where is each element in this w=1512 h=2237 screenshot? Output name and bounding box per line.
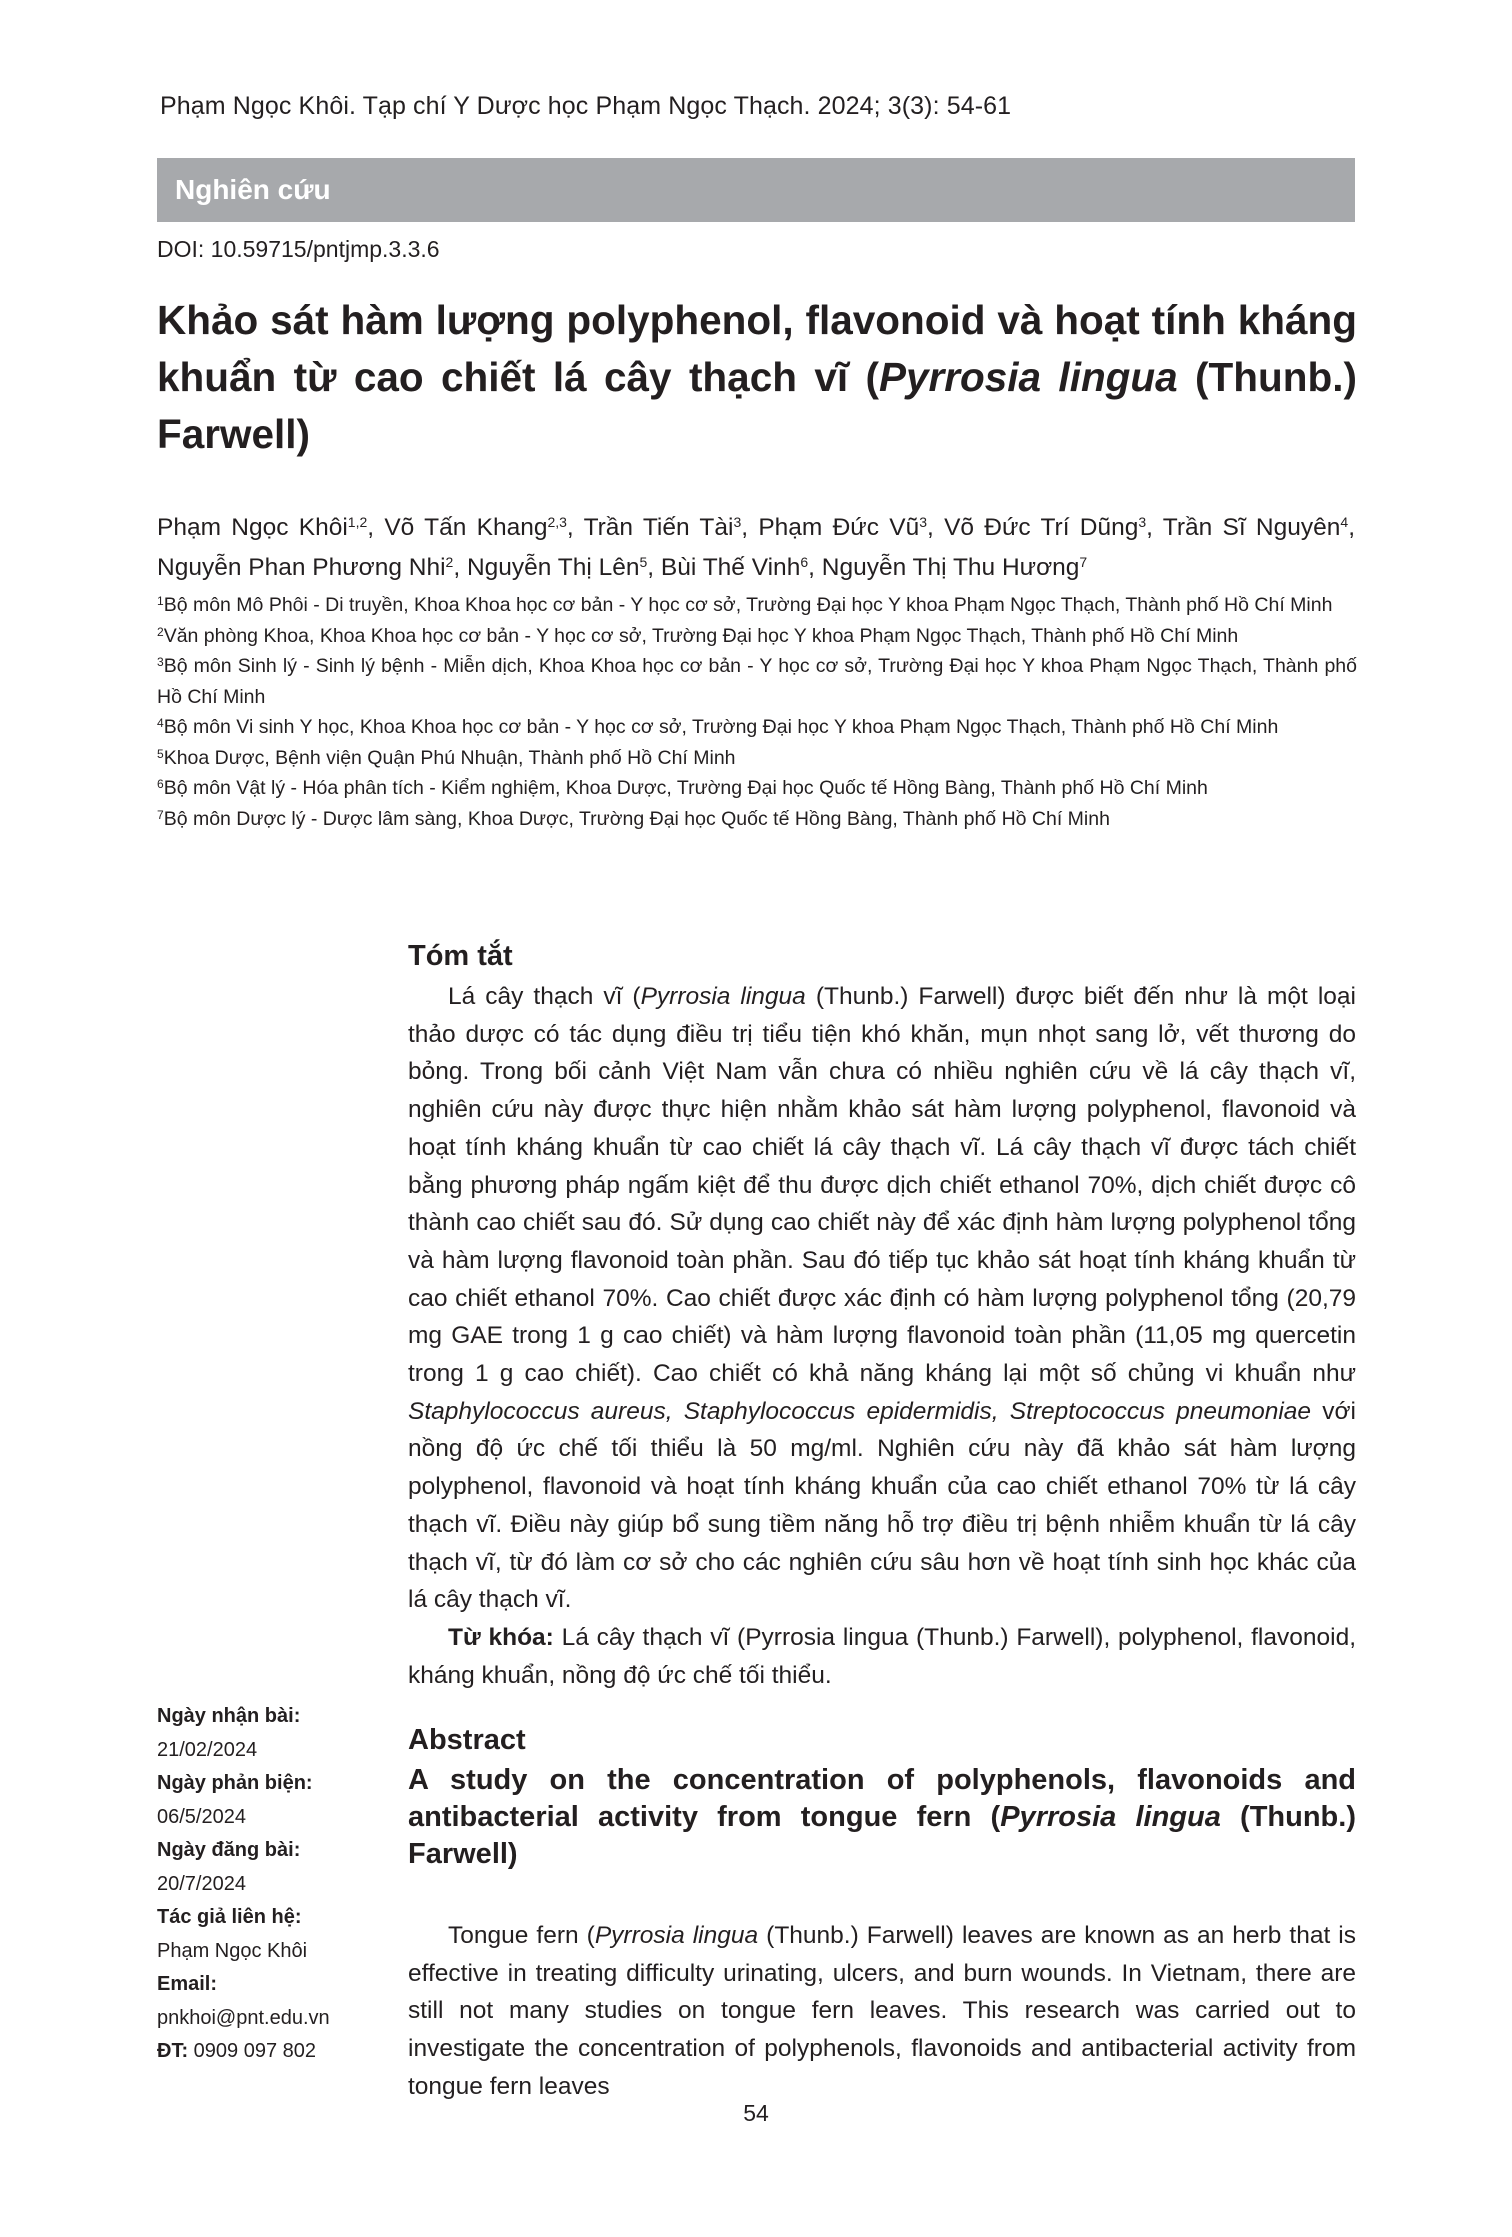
author-name: Nguyễn Thị Lên [466,554,640,581]
received-label: Ngày nhận bài: [157,1705,301,1727]
article-info-sidebar [157,1700,387,2069]
author-name: Võ Tấn Khang [384,514,548,541]
affiliation-item [157,743,1357,774]
author-affiliation-marker: 2,3 [547,514,567,530]
vi-abstract-species: Pyrrosia lingua [640,983,806,1010]
vi-abstract-text-3: với nồng độ ức chế tối thiểu là 50 mg/ml. Nghiên cứu này đã khảo sát hàm lượng polyphenol, flavonoid và hoạt tính kháng khuẩn của cao chiết ethanol 70% từ lá cây thạch vĩ. Điều này giúp bổ sung tiềm năng hỗ trợ điều trị bệnh nhiễm khuẩn từ lá cây thạch vĩ, từ đó làm cơ sở cho các nghiên cứu sâu hơn về hoạt tính sinh học khác của lá cây thạch vĩ. [408,1397,1356,1614]
section-label: Nghiên cứu [175,174,331,205]
affiliation-item [157,621,1357,652]
published-date: 20/7/2024 [157,1872,246,1895]
author-name: Nguyễn Thị Thu Hương [821,554,1080,581]
affiliation-text: Bộ môn Dược lý - Dược lâm sàng, Khoa Dược, Trường Đại học Quốc tế Hồng Bàng, Thành phố Hồ Chí Minh [163,807,1110,830]
author-separator: , [453,554,467,581]
affiliation-list [157,590,1357,834]
affiliation-number: 6 [157,777,164,791]
email-link[interactable]: pnkhoi@pnt.edu.vn [157,2006,330,2029]
en-abstract-text-2: (Thunb.) Farwell) leaves are known as an herb that is effective in treating difficulty urinating, ulcers, and burn wounds. In Vietnam, there are still not many studies on tongue fern leaves. This research was carried out to investigate the concentration of polyphenols, flavonoids and antibacterial activity from tongue fern leaves [408,1922,1356,2100]
affiliation-number: 1 [157,594,164,608]
affiliation-text: Bộ môn Vi sinh Y học, Khoa Khoa học cơ bản - Y học cơ sở, Trường Đại học Y khoa Phạm Ngọc Thạch, Thành phố Hồ Chí Minh [163,716,1279,738]
affiliation-number: 7 [157,807,164,822]
affiliation-item [157,804,1357,835]
author-separator: , [1146,514,1163,541]
vi-keywords-text: Lá cây thạch vĩ (Pyrrosia lingua (Thunb.) Farwell), polyphenol, flavonoid, kháng khuẩn, nồng độ ức chế tối thiểu. [408,1624,1356,1689]
author-affiliation-marker: 1,2 [347,514,368,530]
author-affiliation-marker: 3 [1138,514,1147,530]
phone-label: ĐT: [157,2040,189,2062]
author-affiliation-marker: 5 [639,554,648,570]
review-date: 06/5/2024 [157,1805,246,1828]
doi-link[interactable]: DOI: 10.59715/pntjmp.3.3.6 [157,236,440,262]
author-affiliation-marker: 6 [800,554,809,570]
author-affiliation-marker: 3 [919,514,927,530]
affiliation-number: 5 [157,746,164,761]
author-name: Phạm Đức Vũ [758,514,920,541]
author-separator: , [927,514,945,541]
title-text-1: Khảo sát hàm lượng polyphenol, flavonoid và hoạt tính kháng khuẩn từ cao chiết lá cây thạch vĩ ( [157,297,1357,400]
title-text-2: (Thunb.) Farwell) [157,354,1357,457]
en-title-species: Pyrrosia lingua [1000,1801,1221,1833]
en-abstract-heading: Abstract [408,1724,526,1756]
vi-keywords [408,1619,1356,1694]
vi-abstract-text-2: (Thunb.) Farwell) được biết đến như là một loại thảo dược có tác dụng điều trị tiểu tiện khó khăn, mụn nhọt sang lở, vết thương do bỏng. Trong bối cảnh Việt Nam vẫn chưa có nhiều nghiên cứu về lá cây thạch vĩ, nghiên cứu này được thực hiện nhằm khảo sát hàm lượng polyphenol, flavonoid và hoạt tính kháng khuẩn từ cao chiết lá cây thạch vĩ. Lá cây thạch vĩ được tách chiết bằng phương pháp ngấm kiệt để thu được dịch chiết ethanol 70%, dịch chiết được cô thành cao chiết sau đó. Sử dụng cao chiết này để xác định hàm lượng polyphenol tổng và hàm lượng flavonoid toàn phần. Sau đó tiếp tục khảo sát hoạt tính kháng khuẩn từ cao chiết ethanol 70%. Cao chiết được xác định có hàm lượng polyphenol tổng (20,79 mg GAE trong 1 g cao chiết) và hàm lượng flavonoid toàn phần (11,05 mg quercetin trong 1 g cao chiết). Cao chiết có khả năng kháng lại một số chủng vi khuẩn như [408,983,1356,1388]
corresponding-author: Phạm Ngọc Khôi [157,1939,308,1962]
affiliation-text: Văn phòng Khoa, Khoa Khoa học cơ bản - Y học cơ sở, Trường Đại học Y khoa Phạm Ngọc Thạch, Thành phố Hồ Chí Minh [163,624,1239,647]
affiliation-text: Bộ môn Vật lý - Hóa phân tích - Kiểm nghiệm, Khoa Dược, Trường Đại học Quốc tế Hồng Bàng, Thành phố Hồ Chí Minh [163,777,1208,799]
author-list [157,508,1355,588]
vi-keywords-label: Từ khóa: [448,1624,554,1651]
affiliation-text: Khoa Dược, Bệnh viện Quận Phú Nhuận, Thành phố Hồ Chí Minh [163,746,736,769]
published-label: Ngày đăng bài: [157,1839,301,1861]
en-abstract-body [408,1917,1356,2106]
affiliation-text: Bộ môn Mô Phôi - Di truyền, Khoa Khoa học cơ bản - Y học cơ sở, Trường Đại học Y khoa Phạm Ngọc Thạch, Thành phố Hồ Chí Minh [163,594,1333,616]
affiliation-text: Bộ môn Sinh lý - Sinh lý bệnh - Miễn dịch, Khoa Khoa học cơ bản - Y học cơ sở, Trường Đại học Y khoa Phạm Ngọc Thạch, Thành phố Hồ Chí Minh [157,655,1357,708]
affiliation-item [157,651,1357,712]
phone-number: 0909 097 802 [188,2040,317,2062]
author-name: Bùi Thế Vinh [660,554,801,581]
affiliation-number: 4 [157,716,164,730]
author-separator: , [741,514,759,541]
received-date: 21/02/2024 [157,1738,258,1761]
author-name: Võ Đức Trí Dũng [944,514,1139,541]
en-title-text-2: (Thunb.) Farwell) [408,1801,1356,1870]
author-name: Trần Sĩ Nguyên [1162,514,1341,541]
author-affiliation-marker: 4 [1340,514,1349,530]
en-abstract-text-1: Tongue fern ( [448,1922,595,1949]
en-title-text-1: A study on the concentration of polyphenols, flavonoids and antibacterial activity from tongue fern ( [408,1764,1356,1833]
article-title [157,292,1357,463]
affiliation-number: 2 [157,624,164,639]
author-name: Phạm Ngọc Khôi [157,514,348,541]
author-separator: , [367,514,385,541]
author-affiliation-marker: 3 [733,514,742,530]
vi-abstract-text-1: Lá cây thạch vĩ ( [448,983,641,1010]
page-number: 54 [743,2100,769,2126]
review-label: Ngày phản biện: [157,1772,313,1794]
en-abstract-species: Pyrrosia lingua [594,1922,759,1949]
author-separator: , [566,514,584,541]
author-affiliation-marker: 2 [445,554,454,570]
corresponding-author-label: Tác giả liên hệ: [157,1906,302,1928]
section-label-bar [157,158,1355,222]
vi-abstract-bacteria: Staphylococcus aureus, Staphylococcus epidermidis, Streptococcus pneumoniae [408,1397,1312,1425]
affiliation-item [157,773,1357,804]
author-name: Trần Tiến Tài [583,514,734,541]
affiliation-item [157,590,1357,621]
author-affiliation-marker: 7 [1079,554,1088,570]
email-label: Email: [157,1973,218,1995]
affiliation-item [157,712,1357,743]
phone-line [157,2035,387,2069]
author-separator: , [1348,514,1355,541]
title-species: Pyrrosia lingua [878,354,1178,400]
en-article-title [408,1762,1356,1873]
vi-abstract-heading: Tóm tắt [408,940,513,972]
author-name: Nguyễn Phan Phương Nhi [157,554,446,581]
affiliation-number: 3 [157,655,164,669]
vi-abstract-body [408,978,1356,1619]
running-header-citation: Phạm Ngọc Khôi. Tạp chí Y Dược học Phạm Ngọc Thạch. 2024; 3(3): 54-61 [160,92,1012,120]
author-separator: , [647,554,661,581]
author-separator: , [808,554,822,581]
